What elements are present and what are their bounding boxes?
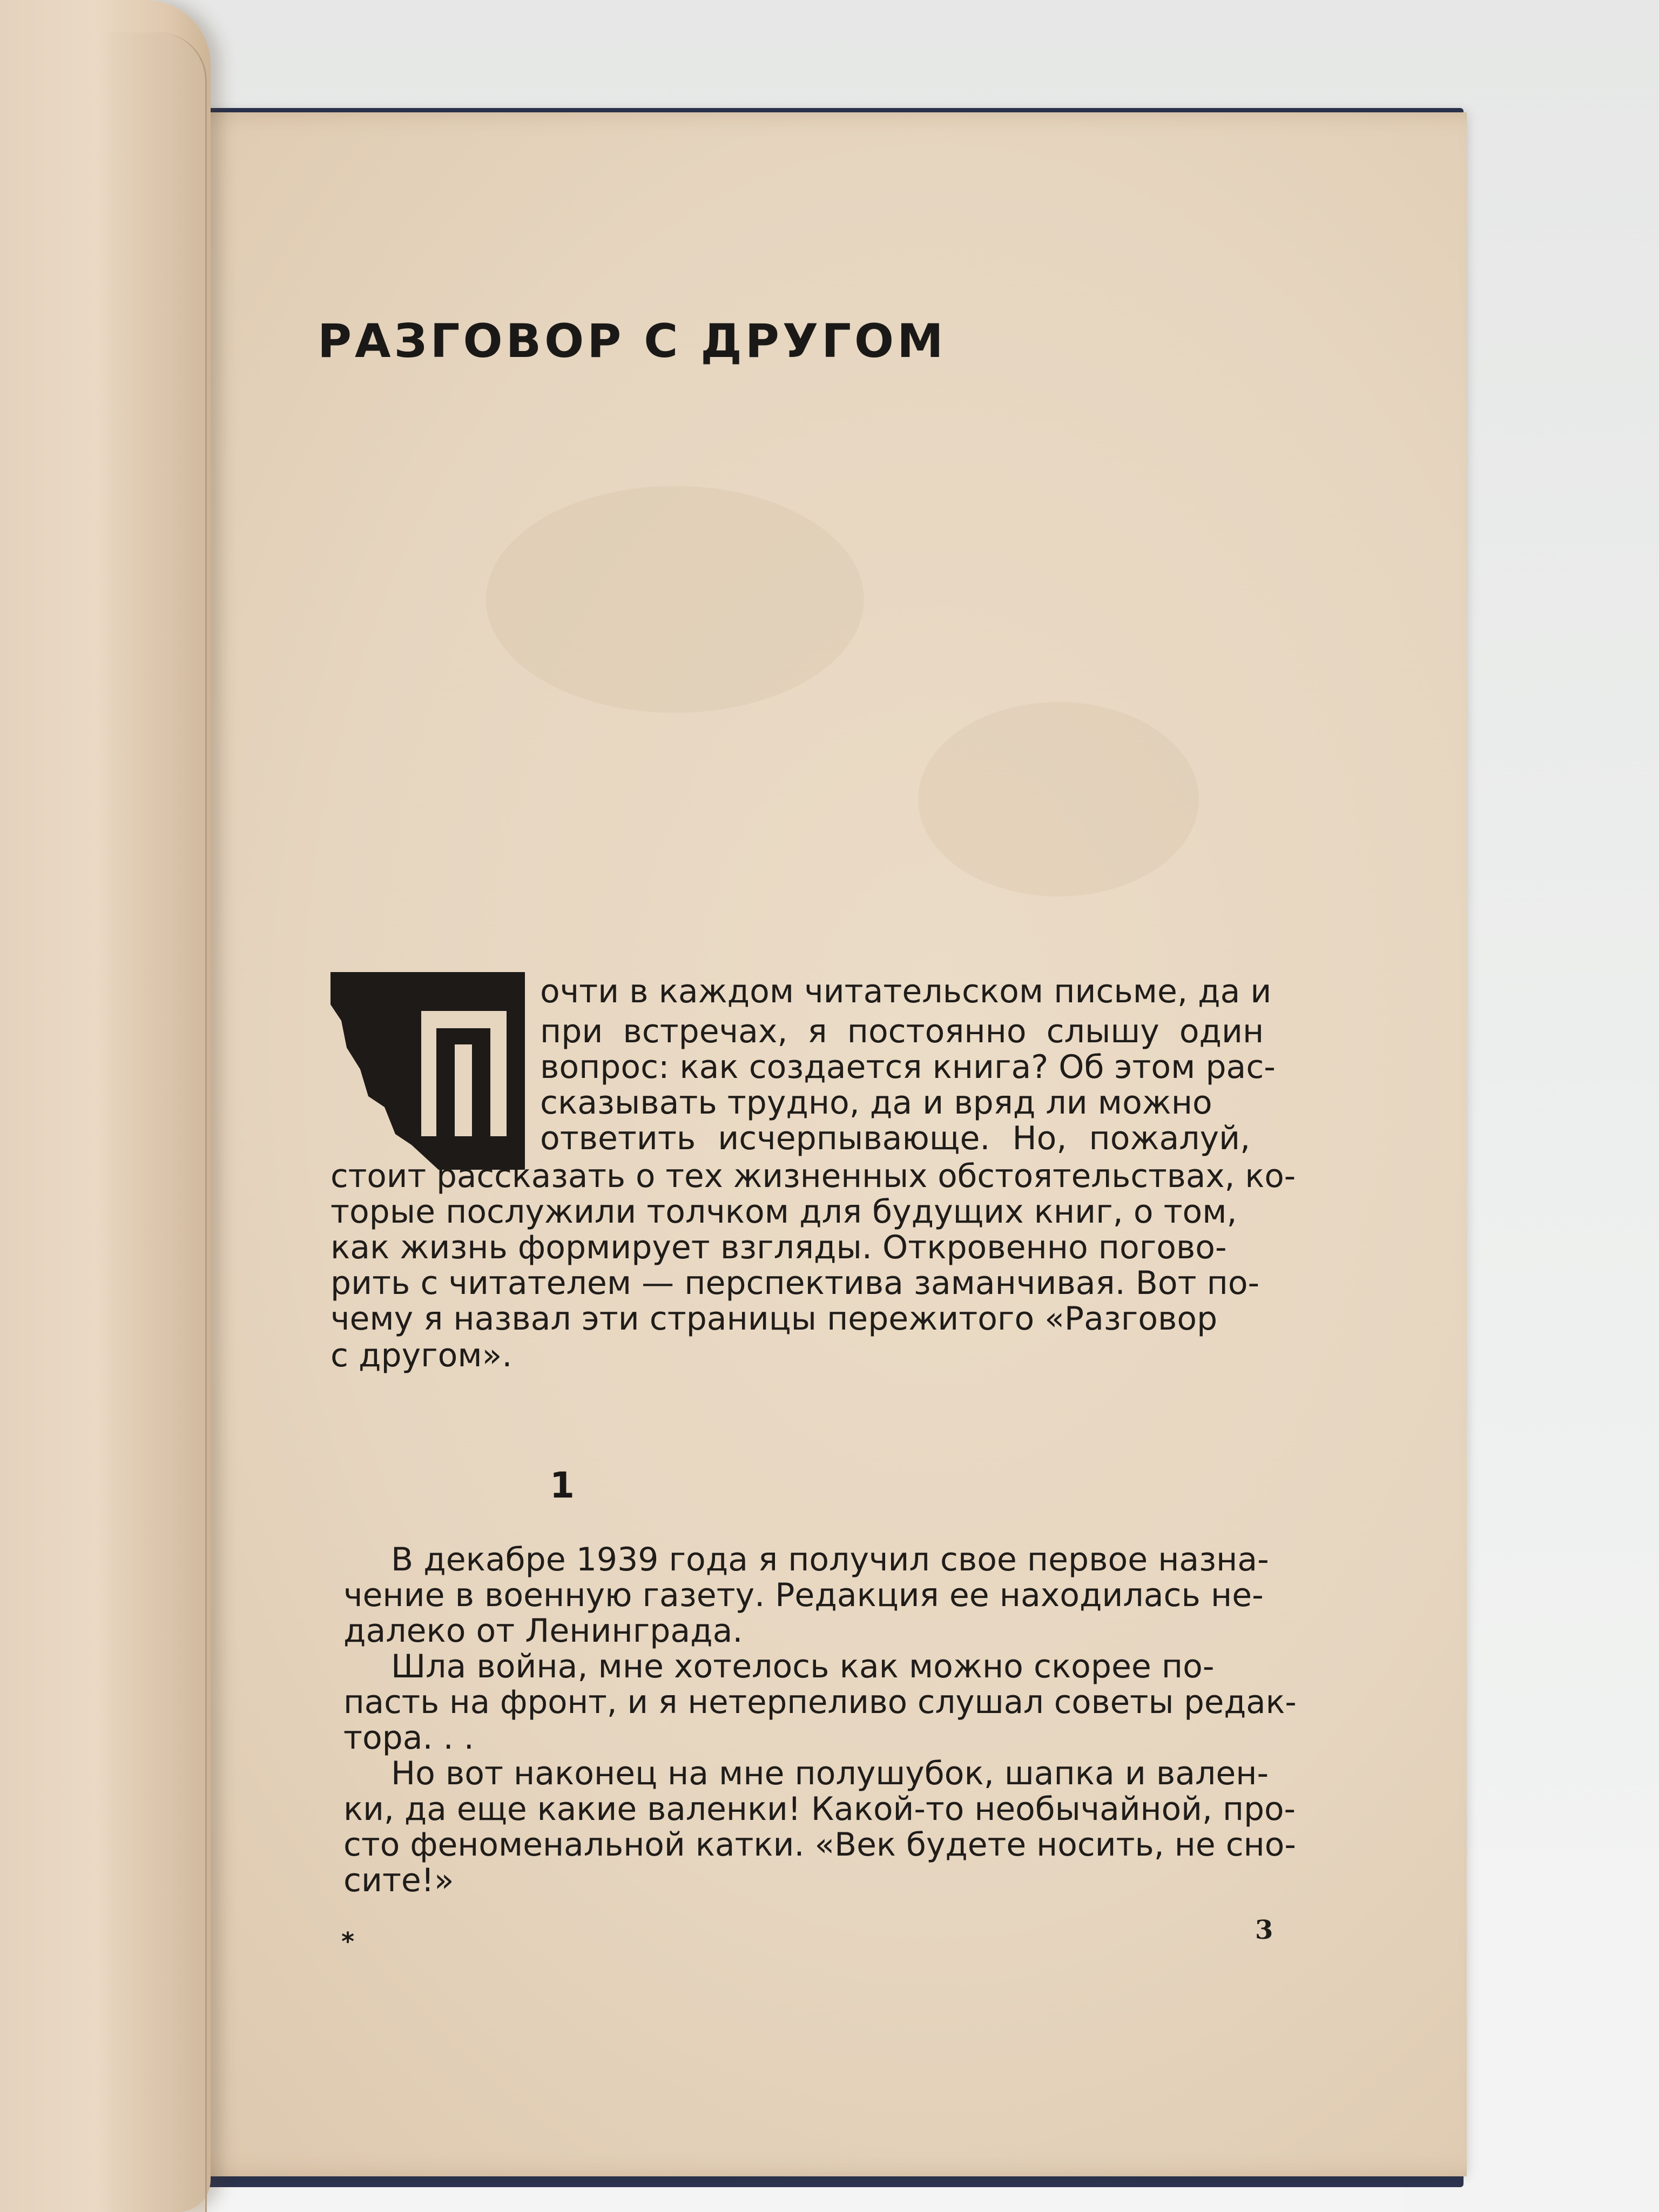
page-number: 3 <box>1255 1915 1273 1945</box>
section-number: 1 <box>550 1465 575 1506</box>
intro-line: с другом». <box>331 1337 512 1374</box>
body-line: В декабре 1939 года я получил свое первое назна- <box>391 1541 1269 1579</box>
paper-stain <box>918 702 1199 896</box>
body-line: тора. . . <box>343 1719 474 1757</box>
intro-line: рить с читателем — перспектива заманчивая. Вот по- <box>331 1264 1260 1302</box>
body-line: ки, да еще какие валенки! Какой-то необычайной, про- <box>343 1790 1296 1828</box>
left-page-edge <box>97 32 207 2212</box>
body-line: пасть на фронт, и я нетерпеливо слушал советы редак- <box>343 1683 1297 1721</box>
body-line: сто феноменальной катки. «Век будете носить, не сно- <box>343 1826 1296 1864</box>
intro-line: стоит рассказать о тех жизненных обстоятельствах, ко- <box>331 1157 1296 1195</box>
intro-line: ответить исчерпывающе. Но, пожалуй, <box>540 1120 1251 1157</box>
body-line: сите!» <box>343 1862 454 1899</box>
intro-line: очти в каждом читательском письме, да и <box>540 973 1272 1010</box>
intro-line: как жизнь формирует взгляды. Откровенно погово- <box>331 1229 1227 1266</box>
body-line: далеко от Ленинграда. <box>343 1612 743 1650</box>
intro-line: при встречах, я постоянно слышу один <box>540 1013 1264 1050</box>
footer-mark: * <box>341 1927 355 1956</box>
body-line: Шла война, мне хотелось как можно скорее по- <box>391 1648 1215 1685</box>
body-line: Но вот наконец на мне полушубок, шапка и вален- <box>391 1755 1269 1792</box>
intro-line: вопрос: как создается книга? Об этом рас- <box>540 1048 1276 1086</box>
paper-stain <box>486 486 864 713</box>
body-line: чение в военную газету. Редакция ее находилась не- <box>343 1576 1264 1614</box>
chapter-title: РАЗГОВОР С ДРУГОМ <box>318 314 947 368</box>
intro-line: торые послужили толчком для будущих книг, о том, <box>331 1193 1237 1231</box>
intro-line: чему я назвал эти страницы пережитого «Разговор <box>331 1300 1218 1338</box>
intro-line: сказывать трудно, да и вряд ли можно <box>540 1084 1212 1122</box>
